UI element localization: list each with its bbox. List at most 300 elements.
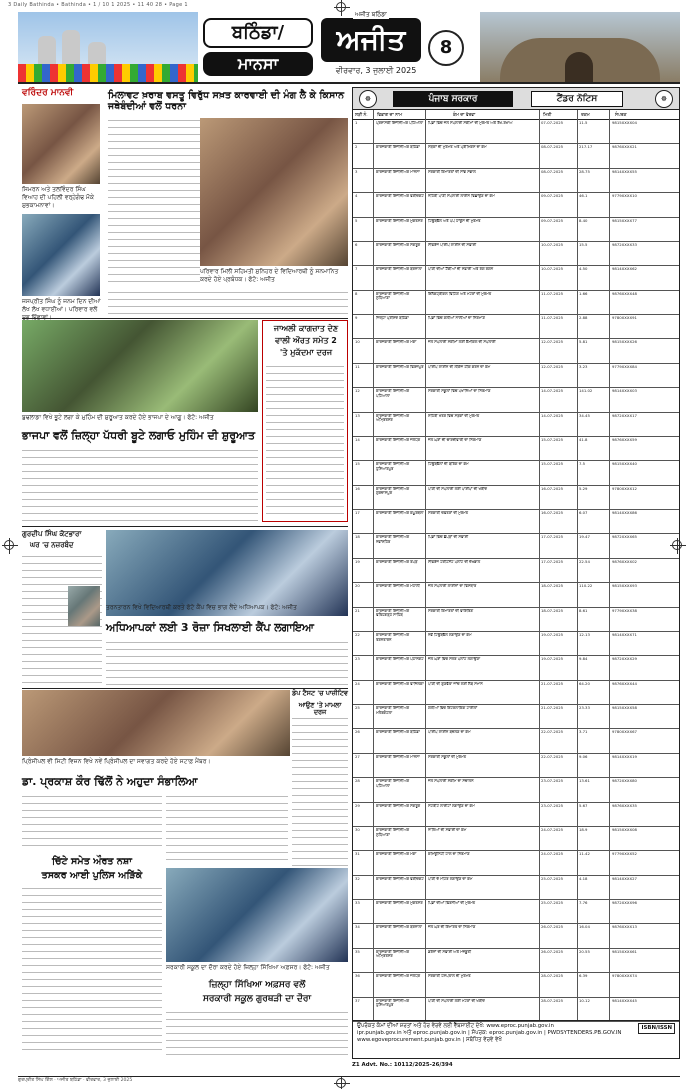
- tender-cell-no: 21: [355, 608, 360, 613]
- tender-cell-contact[interactable]: 9814XXXX62: [612, 267, 637, 272]
- tender-cell-dept: ਕਾਰਜਕਾਰੀ ਇੰਜੀਨੀਅਰ ਅੰਮ੍ਰਿਤਸਰ: [376, 413, 409, 423]
- tender-cell-work: ਜਲ ਘਰਾਂ ਦੀ ਚਾਰਦੀਵਾਰੀ ਦਾ ਨਿਰਮਾਣ: [428, 437, 482, 442]
- headline-line: ਘਰ 'ਚ ਨਜ਼ਰਬੰਦ: [30, 541, 74, 549]
- tender-cell-contact[interactable]: 9814XXXX03: [612, 389, 637, 394]
- photo-caption: ਪ੍ਰਿੰਸੀਪਲ ਵੀ ਸਿਟੀ ਵਿਜ਼ਨ ਵਿਖੇ ਨਵੇਂ ਪ੍ਰਿੰਸੀਪਲ ਦਾ ਸਵਾਗਤ ਕਰਦੇ ਹੋਏ ਸਟਾਫ਼ ਮੈਂਬਰ।: [22, 758, 211, 765]
- tender-cell-contact[interactable]: 9872XXXX65: [612, 535, 637, 540]
- tender-cell-date: 15-07-2025: [541, 462, 564, 467]
- tender-row: [353, 778, 679, 802]
- tender-cell-no: 16: [355, 486, 360, 491]
- tender-cell-work: ਨਹਿਰੀ ਪਾਣੀ ਸਪਲਾਈ ਲਾਈਨ ਵਿਛਾਉਣ ਦਾ ਕੰਮ: [428, 194, 495, 199]
- tender-cell-work: ਜਲ ਸਪਲਾਈ ਸਕੀਮ ਦਾ ਸੰਚਾਲਨ: [428, 779, 474, 784]
- tender-cell-no: 15: [355, 462, 360, 467]
- photo-caption: ਪਰਿਵਾਰ ਮਿਲੀ ਸਹਿਮਤੀ ਸੁਨਿਹਰ ਦੇ ਵਿਦਿਆਰਥੀ ਨੂੰ ਸਨਮਾਨਿਤ ਕਰਦੇ ਹੋਏ ਪ੍ਰਬੰਧਕ। ਫੋਟੋ: ਅਜੀਤ: [200, 268, 339, 283]
- tender-cell-dept: ਕਾਰਜਕਾਰੀ ਇੰਜੀਨੀਅਰ ਫਰੀਦਕੋਟ: [376, 876, 424, 881]
- tender-cell-contact[interactable]: 9872XXXX17: [612, 413, 637, 418]
- tender-cell-dept: ਕਾਰਜਕਾਰੀ ਇੰਜੀਨੀਅਰ ਜਲੰਧਰ: [376, 974, 420, 979]
- tender-cell-contact[interactable]: 9876XXXX13: [612, 925, 637, 930]
- tender-cell-dept: ਕਾਰਜਕਾਰੀ ਇੰਜੀਨੀਅਰ ਬਰਨਾਲਾ: [376, 925, 422, 930]
- tender-cell-date: 10-07-2025: [541, 242, 564, 247]
- tender-cell-date: 11-07-2025: [541, 291, 564, 296]
- tender-cell-dept: ਕਾਰਜਕਾਰੀ ਇੰਜੀਨੀਅਰ ਮਾਨਸਾ: [376, 754, 420, 759]
- tender-cell-amount: 12.13: [579, 632, 590, 637]
- tender-row: [353, 827, 679, 851]
- tender-cell-contact[interactable]: 9780XXXX12: [612, 486, 637, 491]
- tender-cell-date: 18-07-2025: [541, 584, 564, 589]
- tender-cell-dept: ਕਾਰਜਕਾਰੀ ਇੰਜੀਨੀਅਰ ਮੁਕਤਸਰ: [376, 218, 423, 223]
- issue-date: ਵੀਰਵਾਰ, 3 ਜੁਲਾਈ 2025: [335, 66, 417, 75]
- tender-cell-amount: 34.45: [579, 413, 590, 418]
- tender-cell-dept: ਕਾਰਜਕਾਰੀ ਇੰਜੀਨੀਅਰ ਗੁਰਦਾਸਪੁਰ: [376, 486, 409, 496]
- photo-caption: ਤਰਨਤਾਰਨ ਵਿਖੇ ਵਿਦਿਆਰਥੀ ਕਰਤੇ ਫੋਟੋ ਕੈਂਪ ਵਿਚ ਭਾਗ ਲੈਂਦੇ ਅਧਿਆਪਕ। ਫੋਟੋ: ਅਜੀਤ: [106, 604, 297, 611]
- footer-line: www.egoveprocurement.punjab.gov.in | ਸਬੰਧਿਤ ਵੇਰਵੇ ਵੇਖੋ: [357, 1037, 502, 1043]
- headline-line: ਡੋਪ ਟੈਸਟ 'ਚ ਪਾਜ਼ੀਟਿਵ: [292, 689, 348, 697]
- tender-cell-no: 13: [355, 413, 360, 418]
- headline-line: ਤਸਕਰ ਆਈ ਪੁਲਿਸ ਅੜਿੱਕੇ: [41, 870, 143, 881]
- tender-cell-amount: 7.5: [579, 462, 586, 467]
- tender-cell-date: 11-07-2025: [541, 316, 564, 321]
- tender-cell-dept: ਕਾਰਜਕਾਰੀ ਇੰਜੀਨੀਅਰ ਫਾਜ਼ਿਲਕਾ: [376, 681, 424, 686]
- tender-cell-no: 2: [355, 145, 358, 150]
- article-body: [108, 118, 200, 288]
- tender-cell-date: 25-07-2025: [541, 876, 564, 881]
- column-header: ਮਿਤੀ: [543, 113, 552, 118]
- tender-cell-work: ਜਲ ਘਰਾਂ ਵਿਚ ਸੋਲਰ ਪਲਾਂਟ ਲਗਾਉਣਾ: [428, 657, 481, 662]
- tender-cell-work: ਨਵੇਂ ਟਿਊਬਵੈੱਲ ਲਗਾਉਣ ਦਾ ਕੰਮ: [428, 632, 472, 637]
- tender-cell-date: 19-07-2025: [541, 657, 564, 662]
- tender-row: [353, 656, 679, 680]
- tender-cell-amount: 5.29: [579, 486, 588, 491]
- article-body: [166, 1010, 348, 1056]
- photo-caption: ਜਸਪ੍ਰੀਤ ਸਿੰਘ ਨੂੰ ਜਨਮ ਦਿਨ ਦੀਆਂ ਲੱਖ ਲੱਖ ਵਧਾਈਆਂ। ਪਰਿਵਾਰ ਵਲੋਂ: [22, 298, 101, 313]
- headline: ਮਿਲਾਵਟ ਖ਼ਰਾਬ ਵਸਤੂ ਵਿਰੁੱਧ ਸਖ਼ਤ ਕਾਰਵਾਈ ਦੀ ਮੰਗ ਲੈ ਕੇ ਕਿਸਾਨ ਜਥੇਬੰਦੀਆਂ ਵਲੋਂ ਧਰਨਾ: [108, 90, 345, 113]
- tender-cell-dept: ਕਾਰਜਕਾਰੀ ਇੰਜੀਨੀਅਰ ਪਟਿਆਲਾ: [376, 779, 409, 788]
- tender-cell-no: 24: [355, 681, 360, 686]
- tender-cell-dept: ਕਾਰਜਕਾਰੀ ਇੰਜੀਨੀਅਰ ਲੁਧਿਆਣਾ: [376, 291, 409, 301]
- tender-cell-contact[interactable]: 9779XXXX52: [612, 852, 637, 857]
- tender-cell-date: 28-07-2025: [541, 998, 564, 1003]
- tender-cell-work: ਸਰਕਾਰੀ ਸਕੂਲਾਂ ਵਿਚ ਪਖਾਨਿਆਂ ਦਾ ਨਿਰਮਾਣ: [428, 389, 491, 394]
- tender-row: [353, 876, 679, 900]
- fort-photo: [480, 12, 680, 82]
- tender-row: [353, 461, 679, 485]
- tender-cell-date: 22-07-2025: [541, 730, 564, 735]
- tender-row: [353, 437, 679, 461]
- tender-cell-dept: ਕਾਰਜਕਾਰੀ ਇੰਜੀਨੀਅਰ ਮੋਗਾ: [376, 340, 417, 345]
- tender-cell-date: 07-07-2025: [541, 121, 564, 125]
- tender-cell-contact[interactable]: 9815XXXX08: [612, 827, 637, 832]
- tender-cell-contact[interactable]: 9815XXXX93: [612, 584, 637, 589]
- headline-line: ਸਰਕਾਰੀ ਸਕੂਲ ਗੁਰਥੜੀ ਦਾ ਦੌਰਾ: [202, 994, 312, 1004]
- tender-cell-amount: 11.42: [579, 852, 590, 857]
- masthead: [18, 12, 680, 84]
- tender-cell-no: 28: [355, 779, 360, 784]
- tender-cell-contact[interactable]: 9815XXXX04: [612, 121, 637, 125]
- tender-cell-dept: ਕਾਰਜਕਾਰੀ ਇੰਜੀਨੀਅਰ ਤਰਨਤਾਰਨ: [376, 632, 409, 642]
- column-header: ਰਕਮ: [581, 113, 590, 118]
- tender-cell-contact[interactable]: 9814XXXX55: [612, 169, 637, 174]
- tender-cell-contact[interactable]: 9815XXXX40: [612, 462, 637, 467]
- tender-cell-no: 7: [355, 267, 358, 272]
- tender-cell-work: ਸਰਕਾਰੀ ਸਕੂਲਾਂ ਦੀ ਮੁਰੰਮਤ: [428, 754, 466, 759]
- tender-cell-contact[interactable]: 9779XXXX10: [612, 194, 637, 199]
- tender-row: [353, 900, 679, 924]
- tender-cell-work: ਇਲੈਕਟ੍ਰੀਕਲ ਫਿਟਿੰਗ ਅਤੇ ਮੋਟਰਾਂ ਦੀ ਮੁਰੰਮਤ: [428, 291, 492, 296]
- tender-cell-work: ਪਿੰਡਾਂ ਵਿਚ ਗਲੀਆਂ ਨਾਲੀਆਂ ਦਾ ਨਿਰਮਾਣ: [428, 316, 485, 321]
- tender-cell-no: 11: [355, 364, 360, 369]
- tender-cell-amount: 11.5: [579, 121, 588, 125]
- plantation-photo: [22, 320, 258, 412]
- photo-caption: ਬੁਢਲਾਡਾ ਵਿਖੇ ਭੂਟੇ ਲਗਾ ਕੇ ਮੁਹਿੰਮ ਦੀ ਸ਼ੁਰੂਆਤ ਕਰਦੇ ਹੋਏ ਭਾਜਪਾ ਦੇ ਆਗੂ। ਫੋਟੋ: ਅਜੀਤ: [22, 414, 214, 421]
- masthead-title: [203, 11, 423, 80]
- tender-cell-amount: 6.39: [579, 974, 588, 979]
- headline-line: ਗੁਰਦੀਪ ਸਿੰਘ ਕੋਟਭਾਰਾ: [22, 530, 82, 538]
- headline: ਡਾ. ਪ੍ਰਕਾਸ਼ ਕੌਰ ਢਿੱਲੋਂ ਨੇ ਅਹੁਦਾ ਸੰਭਾਲਿਆ: [22, 775, 198, 788]
- tender-row: [353, 608, 679, 632]
- tender-cell-dept: ਕਾਰਜਕਾਰੀ ਇੰਜੀਨੀਅਰ ਰੋਪੜ: [376, 559, 418, 564]
- tender-row: [353, 681, 679, 705]
- protest-photo: [200, 118, 348, 266]
- tender-row: [353, 705, 679, 729]
- tender-cell-date: 28-07-2025: [541, 974, 564, 979]
- tender-cell-work: ਜਲ ਸਪਲਾਈ ਸਕੀਮਾਂ ਲਈ ਕੈਮੀਕਲ ਦੀ ਸਪਲਾਈ: [428, 340, 496, 345]
- tender-footer: [353, 1020, 679, 1058]
- tender-cell-date: 12-07-2025: [541, 340, 564, 345]
- tender-cell-dept: ਕਾਰਜਕਾਰੀ ਇੰਜੀਨੀਅਰ ਫਿਰੋਜ਼ਪੁਰ: [376, 364, 424, 369]
- tender-notice: [352, 87, 680, 1059]
- article-body: [292, 716, 348, 866]
- tender-cell-contact[interactable]: 9814XXXX27: [612, 876, 637, 881]
- tender-cell-amount: 2.88: [579, 316, 588, 321]
- tender-row: [353, 559, 679, 583]
- tender-cell-date: 14-07-2025: [541, 389, 564, 394]
- tender-row: [353, 242, 679, 266]
- tender-cell-contact[interactable]: 9876XXXX02: [612, 559, 637, 564]
- tender-cell-date: 17-07-2025: [541, 559, 564, 564]
- footer-badge: ISBN/ISSN: [638, 1023, 675, 1034]
- tender-row: [353, 193, 679, 217]
- tender-cell-dept: ਕਾਰਜਕਾਰੀ ਇੰਜੀਨੀਅਰ ਹੁਸ਼ਿਆਰਪੁਰ: [376, 462, 409, 471]
- tender-cell-amount: 1.66: [579, 291, 588, 296]
- punjab-emblem-icon: ☸: [359, 90, 377, 108]
- tender-cell-work: ਪਿੰਡਾਂ ਵਿਚ ਜਲ ਸਪਲਾਈ ਸਕੀਮਾਂ ਦੀ ਮੁਰੰਮਤ ਅਤੇ ਰੱਖ-ਰਖਾਅ: [428, 121, 513, 125]
- school-visit-photo: [166, 868, 348, 962]
- tender-cell-work: ਪਾਈਪ ਲਾਈਨ ਬਦਲਣ ਦਾ ਕੰਮ: [428, 730, 471, 735]
- paper-logo: ਅਜੀਤ: [321, 18, 421, 62]
- tender-cell-contact[interactable]: 9780XXXX91: [612, 316, 637, 321]
- tender-row: [353, 924, 679, 948]
- tender-cell-work: ਪਾਈਪ ਲਾਈਨ ਦੀ ਲੀਕੇਜ ਠੀਕ ਕਰਨ ਦਾ ਕੰਮ: [428, 364, 491, 369]
- article-body: [106, 640, 348, 686]
- tender-cell-work: ਪਾਣੀ ਦੀ ਸਪਲਾਈ ਲਈ ਮੋਟਰਾਂ ਦੀ ਖਰੀਦ: [428, 998, 485, 1003]
- tender-row: [353, 218, 679, 242]
- tender-cell-date: 24-07-2025: [541, 852, 564, 857]
- registration-mark-icon: [336, 2, 346, 12]
- tender-cell-contact[interactable]: 9876XXXX44: [612, 681, 637, 686]
- tender-cell-amount: 4.18: [579, 876, 588, 881]
- tender-cell-contact[interactable]: 9814XXXX71: [612, 632, 637, 637]
- tender-row: [353, 169, 679, 193]
- tender-cell-amount: 9.06: [579, 754, 588, 759]
- tender-cell-dept: ਕਾਰਜਕਾਰੀ ਇੰਜੀਨੀਅਰ ਫਤਿਹਗੜ੍ਹ ਸਾਹਿਬ: [376, 608, 409, 618]
- tender-cell-amount: 5.81: [579, 340, 588, 345]
- tender-cell-date: 16-07-2025: [541, 511, 564, 516]
- tender-cell-work: ਸਟਰੀਟ ਲਾਈਟਾਂ ਲਗਾਉਣ ਦਾ ਕੰਮ: [428, 803, 475, 808]
- tender-cell-date: 14-07-2025: [541, 413, 564, 418]
- tender-row: [353, 266, 679, 290]
- tender-row: [353, 413, 679, 437]
- tender-row: [353, 144, 679, 168]
- tender-cell-contact[interactable]: 9876XXXX35: [612, 803, 637, 808]
- tender-cell-date: 22-07-2025: [541, 754, 564, 759]
- tender-row: [353, 120, 679, 144]
- tender-cell-date: 10-07-2025: [541, 267, 564, 272]
- tender-cell-amount: 19.47: [579, 535, 590, 540]
- tender-cell-amount: 18.9: [579, 827, 588, 832]
- tender-cell-dept: ਕਾਰਜਕਾਰੀ ਇੰਜੀਨੀਅਰ ਜਲੰਧਰ: [376, 437, 420, 442]
- tender-row: [353, 534, 679, 558]
- tender-cell-amount: 16.04: [579, 925, 590, 930]
- tender-cell-contact[interactable]: 9779XXXX84: [612, 364, 637, 369]
- tender-cell-contact[interactable]: 9814XXXX19: [612, 754, 637, 759]
- tender-cell-date: 26-07-2025: [541, 925, 564, 930]
- tender-cell-contact[interactable]: 9876XXXX21: [612, 145, 637, 150]
- tender-cell-contact[interactable]: 9814XXXX86: [612, 511, 637, 516]
- article-body: [266, 364, 344, 518]
- tender-cell-date: 08-07-2025: [541, 169, 564, 174]
- tender-row: [353, 851, 679, 875]
- tender-cell-no: 35: [355, 949, 360, 954]
- tender-cell-amount: 110.22: [579, 584, 593, 589]
- tender-row: [353, 315, 679, 339]
- tender-cell-date: 12-07-2025: [541, 364, 564, 369]
- tender-cell-amount: 8.40: [579, 218, 588, 223]
- tender-cell-dept: ਕਾਰਜਕਾਰੀ ਇੰਜੀਨੀਅਰ ਹੁਸ਼ਿਆਰਪੁਰ: [376, 998, 409, 1008]
- tender-row: [353, 729, 679, 753]
- tender-row: [353, 973, 679, 997]
- tender-cell-amount: 41.8: [579, 437, 588, 442]
- tender-cell-contact[interactable]: 9815XXXX26: [612, 340, 637, 345]
- tender-cell-dept: ਕਾਰਜਕਾਰੀ ਇੰਜੀਨੀਅਰ ਫਰੀਦਕੋਟ: [376, 194, 424, 199]
- headline: ਭਾਜਪਾ ਵਲੋਂ ਜ਼ਿਲ੍ਹਾ ਪੱਧਰੀ ਬੂਟੇ ਲਗਾਓ ਮੁਹਿੰਮ ਦੀ ਸ਼ੁਰੂਆਤ: [22, 429, 256, 442]
- photo-caption: ਸਰਕਾਰੀ ਸਕੂਲ ਦਾ ਦੌਰਾ ਕਰਦੇ ਹੋਏ ਜ਼ਿਲ੍ਹਾ ਸਿੱਖਿਆ ਅਫ਼ਸਰ। ਫੋਟੋ: ਅਜੀਤ: [166, 964, 330, 971]
- tender-cell-amount: 217.17: [579, 145, 593, 150]
- tender-cell-date: 18-07-2025: [541, 608, 564, 613]
- tender-cell-date: 17-07-2025: [541, 535, 564, 540]
- tender-cell-date: 15-07-2025: [541, 437, 564, 442]
- tender-cell-contact[interactable]: 9876XXXX48: [612, 291, 637, 296]
- tender-cell-dept: ਕਾਰਜਕਾਰੀ ਇੰਜੀਨੀਅਰ ਮੋਗਾ: [376, 852, 417, 857]
- tender-cell-contact[interactable]: 9815XXXX61: [612, 949, 637, 954]
- article-body: [166, 794, 288, 866]
- tender-cell-contact[interactable]: 9876XXXX59: [612, 437, 637, 442]
- tender-cell-date: 23-07-2025: [541, 803, 564, 808]
- tender-cell-no: 23: [355, 657, 360, 662]
- tender-cell-work: ਡਰੇਨਾਂ ਦੀ ਸਫ਼ਾਈ ਅਤੇ ਮਜ਼ਬੂਤੀ: [428, 949, 471, 954]
- tender-cell-amount: 28.75: [579, 169, 590, 174]
- tender-row: [353, 388, 679, 412]
- tender-cell-contact[interactable]: 9872XXXX29: [612, 657, 637, 662]
- notice-label: ਟੈਂਡਰ ਨੋਟਿਸ: [531, 91, 623, 107]
- tender-cell-no: 9: [355, 316, 358, 321]
- tender-row: [353, 486, 679, 510]
- tender-cell-amount: 20.55: [579, 949, 590, 954]
- tender-cell-work: ਟਿਊਬਵੈੱਲ ਅਤੇ ਪੰਪ ਹਾਊਸ ਦੀ ਮੁਰੰਮਤ: [428, 218, 481, 223]
- tender-cell-work: ਸਰਕਾਰੀ ਹਸਪਤਾਲ ਦੀ ਮੁਰੰਮਤ: [428, 974, 471, 979]
- headline-line: ਆਉਣ 'ਤੇ ਮਾਮਲਾ ਦਰਜ: [298, 701, 342, 717]
- tender-cell-no: 30: [355, 827, 360, 832]
- power-plant-photo: [18, 12, 198, 82]
- tender-cell-no: 27: [355, 754, 360, 759]
- tender-cell-dept: ਪ੍ਰਸ਼ਾਸਕੀ ਇੰਜੀਨੀਅਰ ਪਟਿਆਲਾ: [376, 121, 424, 125]
- tender-cell-amount: 3.71: [579, 730, 588, 735]
- tender-row: [353, 632, 679, 656]
- tender-cell-work: ਪਾਣੀ ਦੀਆਂ ਟੈਂਕੀਆਂ ਦੀ ਸਫ਼ਾਈ ਅਤੇ ਰੰਗ ਰੋਗਨ: [428, 267, 494, 272]
- tender-cell-date: 09-07-2025: [541, 194, 564, 199]
- tender-cell-work: ਸੀਵਰੇਜ ਟਰੀਟਮੈਂਟ ਪਲਾਂਟ ਦੀ ਦੇਖਭਾਲ: [428, 559, 481, 564]
- tender-cell-contact[interactable]: 9780XXXX74: [612, 974, 637, 979]
- tender-cell-amount: 5.67: [579, 803, 588, 808]
- tender-cell-dept: ਜ਼ਿਲ੍ਹਾ ਪ੍ਰੀਸ਼ਦ ਬਠਿੰਡਾ: [376, 316, 409, 321]
- tender-cell-work: ਟਿਊਬਵੈੱਲਾਂ ਦੀ ਬੋਰਿੰਗ ਦਾ ਕੰਮ: [428, 462, 469, 467]
- column-header: ਕੰਮ ਦਾ ਵੇਰਵਾ: [453, 113, 476, 118]
- couple-photo: [22, 104, 100, 184]
- print-slug: 3 Daily Bathinda • Bathinda • 1 / 10 1 2025 • 11 40 28 • Page 1: [8, 2, 188, 8]
- city-name-bottom: ਮਾਨਸਾ: [203, 52, 313, 76]
- tender-cell-no: 33: [355, 901, 360, 906]
- tender-row: [353, 339, 679, 363]
- tender-cell-work: ਪਿੰਡਾਂ ਵਿਚ ਛੱਪੜਾਂ ਦੀ ਸਫ਼ਾਈ: [428, 535, 468, 540]
- tender-cell-amount: 4.50: [579, 267, 588, 272]
- tender-cell-amount: 9.84: [579, 657, 588, 662]
- tender-cell-no: 4: [355, 194, 358, 199]
- tender-cell-no: 20: [355, 584, 360, 589]
- tender-cell-dept: ਕਾਰਜਕਾਰੀ ਇੰਜੀਨੀਅਰ ਨਵਾਂਸ਼ਹਿਰ: [376, 535, 409, 545]
- tender-cell-work: ਜਲ ਸਪਲਾਈ ਲਾਈਨਾਂ ਦਾ ਵਿਸਥਾਰ: [428, 584, 477, 589]
- tender-cell-contact[interactable]: 9815XXXX58: [612, 706, 637, 711]
- tender-cell-no: 12: [355, 389, 360, 394]
- tender-cell-contact[interactable]: 9779XXXX38: [612, 608, 637, 613]
- column-title: ਵਰਿੰਦਰ ਮਾਨਵੀ: [22, 88, 74, 98]
- portrait-photo: [68, 586, 100, 626]
- tender-cell-date: 21-07-2025: [541, 681, 564, 686]
- tender-cell-work: ਪਾਣੀ ਦੇ ਮੀਟਰ ਲਗਾਉਣ ਦਾ ਕੰਮ: [428, 876, 473, 881]
- page-number: 8: [428, 30, 464, 66]
- college-staff-photo: [22, 690, 290, 756]
- tender-cell-dept: ਕਾਰਜਕਾਰੀ ਇੰਜੀਨੀਅਰ ਕਪੂਰਥਲਾ: [376, 511, 424, 516]
- column-header: ਲੜੀ ਨੰ.: [355, 113, 368, 118]
- paper-logo-small: ਅਜੀਤ ਬਠਿੰਡਾ: [355, 11, 387, 18]
- tender-cell-date: 25-07-2025: [541, 901, 564, 906]
- tender-cell-no: 3: [355, 169, 358, 174]
- tender-cell-no: 26: [355, 730, 360, 735]
- tender-cell-date: 09-07-2025: [541, 218, 564, 223]
- tender-header: [353, 88, 679, 110]
- tender-cell-contact[interactable]: 9872XXXX80: [612, 779, 637, 784]
- footer-line: ipr.punjab.gov.in ਅਤੇ eproc.punjab.gov.in | ਸੰਪਰਕ: eproc.punjab.gov.in | PWDSYTENDERS.PB.GOV.IN: [357, 1030, 622, 1036]
- tender-cell-no: 37: [355, 998, 360, 1003]
- tender-cell-dept: ਕਾਰਜਕਾਰੀ ਇੰਜੀਨੀਅਰ ਸੰਗਰੂਰ: [376, 803, 421, 808]
- tender-cell-contact[interactable]: 9815XXXX77: [612, 218, 637, 223]
- tender-cell-amount: 7.76: [579, 901, 588, 906]
- registration-mark-icon: [4, 540, 14, 550]
- city-name-top: ਬਠਿੰਡਾ/: [203, 18, 313, 48]
- headline-line: ਜ਼ਿਲ੍ਹਾ ਸਿੱਖਿਆ ਅਫ਼ਸਰ ਵਲੋਂ: [208, 980, 306, 990]
- article-body: [22, 448, 258, 524]
- tender-cell-dept: ਕਾਰਜਕਾਰੀ ਇੰਜੀਨੀਅਰ ਸੰਗਰੂਰ: [376, 242, 421, 247]
- tender-cell-dept: ਕਾਰਜਕਾਰੀ ਇੰਜੀਨੀਅਰ ਬਠਿੰਡਾ: [376, 730, 420, 735]
- tender-cell-contact[interactable]: 9814XXXX45: [612, 998, 637, 1003]
- headline-line: ਵਾਲੀ ਔਰਤ ਸਮੇਤ 2: [275, 336, 337, 345]
- tender-cell-dept: ਕਾਰਜਕਾਰੀ ਇੰਜੀਨੀਅਰ ਪਟਿਆਲਾ: [376, 389, 409, 398]
- tender-row: [353, 291, 679, 315]
- tender-cell-dept: ਕਾਰਜਕਾਰੀ ਇੰਜੀਨੀਅਰ ਮੋਹਾਲੀ: [376, 584, 420, 589]
- tender-cell-work: ਸਰਕਾਰੀ ਇਮਾਰਤਾਂ ਦੀ ਵਾਇਰਿੰਗ: [428, 608, 474, 613]
- tender-cell-no: 1: [355, 121, 358, 125]
- tender-cell-work: ਸੀਵਰੇਜ ਪਾਈਪ ਲਾਈਨ ਦੀ ਸਫ਼ਾਈ: [428, 242, 477, 247]
- tender-cell-no: 18: [355, 535, 360, 540]
- tender-cell-dept: ਕਾਰਜਕਾਰੀ ਇੰਜੀਨੀਅਰ ਬਰਨਾਲਾ: [376, 267, 422, 272]
- tender-cell-amount: 22.54: [579, 559, 590, 564]
- tender-cell-no: 36: [355, 974, 360, 979]
- tender-cell-date: 08-07-2025: [541, 145, 564, 150]
- punjab-emblem-icon: ☸: [655, 90, 673, 108]
- tender-cell-dept: ਕਾਰਜਕਾਰੀ ਇੰਜੀਨੀਅਰ ਅੰਮ੍ਰਿਤਸਰ: [376, 949, 409, 959]
- tender-row: [353, 754, 679, 778]
- government-label: ਪੰਜਾਬ ਸਰਕਾਰ: [393, 91, 513, 107]
- tender-cell-dept: ਕਾਰਜਕਾਰੀ ਇੰਜੀਨੀਅਰ ਮੁਕਤਸਰ: [376, 901, 423, 906]
- tender-cell-contact[interactable]: 9780XXXX67: [612, 730, 637, 735]
- tender-cell-dept: ਕਾਰਜਕਾਰੀ ਇੰਜੀਨੀਅਰ ਪਠਾਨਕੋਟ: [376, 657, 424, 662]
- tender-cell-no: 34: [355, 925, 360, 930]
- tender-cell-no: 17: [355, 511, 360, 516]
- footer-line: ਉਪਰੋਕਤ ਕੰਮਾਂ ਦੀਆਂ ਸ਼ਰਤਾਂ ਅਤੇ ਹੋਰ ਵੇਰਵੇ ਲਈ ਵੈੱਬਸਾਈਟ ਦੇਖੋ: www.eproc.punjab.gov.in: [357, 1023, 554, 1029]
- tender-cell-amount: 3.23: [579, 364, 588, 369]
- tender-cell-work: ਪਾਣੀ ਦੀ ਸਪਲਾਈ ਲਈ ਪਾਈਪਾਂ ਦੀ ਖਰੀਦ: [428, 486, 487, 491]
- tender-cell-amount: 8.61: [579, 608, 588, 613]
- tender-cell-no: 10: [355, 340, 360, 345]
- tender-cell-date: 26-07-2025: [541, 949, 564, 954]
- column-header: ਸੰਪਰਕ: [615, 113, 627, 118]
- tender-row: [353, 803, 679, 827]
- tender-cell-dept: ਕਾਰਜਕਾਰੀ ਇੰਜੀਨੀਅਰ ਲੁਧਿਆਣਾ: [376, 827, 409, 837]
- tender-cell-no: 29: [355, 803, 360, 808]
- headline-line: 'ਤੇ ਮੁਕੱਦਮਾ ਦਰਜ: [279, 348, 333, 357]
- tender-cell-amount: 46.1: [579, 194, 588, 199]
- photo-caption: ਸਿਮਰਨ ਅਤੇ ਤਲਵਿੰਦਰ ਸਿੰਘ ਵਿਆਹ ਦੀ ਪਹਿਲੀ ਵਰ੍ਹੇਗੰਢ ਮੌਕੇ ਸ਼ੁਭਕਾਮਨਾਵਾਂ।: [22, 186, 94, 209]
- tender-cell-no: 14: [355, 437, 360, 442]
- tender-cell-dept: ਕਾਰਜਕਾਰੀ ਇੰਜੀਨੀਅਰ ਮਲੇਰਕੋਟਲਾ: [376, 706, 409, 715]
- tender-cell-amount: 6.07: [579, 511, 588, 516]
- tender-cell-contact[interactable]: 9872XXXX33: [612, 242, 637, 247]
- bottom-bar: ਗੁਰਪ੍ਰੀਤ ਸਿੰਘ ਗਿੱਲ · ਅਜੀਤ ਬਠਿੰਡਾ · ਵੀਰਵਾਰ, 3 ਜੁਲਾਈ 2025: [18, 1076, 680, 1084]
- tender-cell-amount: 13.61: [579, 779, 590, 784]
- article-body: [108, 290, 348, 316]
- tender-row: [353, 510, 679, 534]
- tender-cell-contact[interactable]: 9872XXXX96: [612, 901, 637, 906]
- tender-cell-amount: 141.02: [579, 389, 593, 394]
- tender-row: [353, 364, 679, 388]
- tender-cell-work: ਪਿੰਡਾਂ ਦੀਆਂ ਫਿਰਨੀਆਂ ਦੀ ਮੁਰੰਮਤ: [428, 901, 475, 906]
- tender-cell-amount: 15.5: [579, 242, 588, 247]
- tender-cell-work: ਸਰਕਾਰੀ ਇਮਾਰਤਾਂ ਦੀ ਸਾਂਭ ਸੰਭਾਲ: [428, 169, 476, 174]
- headline-line: ਜਾਅਲੀ ਕਾਗਜ਼ਾਤ ਦੇਣ: [273, 324, 339, 333]
- tender-cell-work: ਨਾਲਿਆਂ ਦੀ ਸਫ਼ਾਈ ਦਾ ਕੰਮ: [428, 827, 467, 832]
- tender-cell-date: 24-07-2025: [541, 827, 564, 832]
- tender-cell-date: 21-07-2025: [541, 706, 564, 711]
- tender-row: [353, 998, 679, 1022]
- tender-cell-work: ਸ਼ਹਿਰੀ ਖੇਤਰ ਵਿਚ ਸੜਕਾਂ ਦੀ ਮੁਰੰਮਤ: [428, 413, 480, 418]
